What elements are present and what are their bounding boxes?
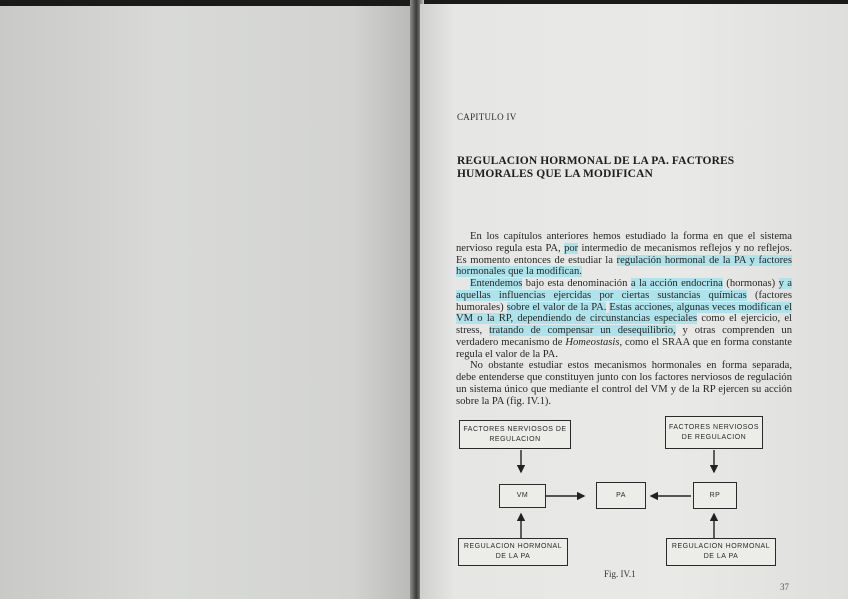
right-page [420,4,848,599]
box-hormonal-left: REGULACION HORMONAL DE LA PA [458,538,568,566]
paragraph-3: No obstante estudiar estos mecanismos hormonales en forma separada, debe entenderse que constituyen junto con los factores nerviosos de regulación un sistema único que mediante el control del VM y de la RP ejercen su acción sobre la PA (fig. IV.1). [456,360,792,407]
box-nervous-left: FACTORES NERVIOSOS DE REGULACION [459,420,571,449]
paragraph-1: En los capítulos anteriores hemos estudiado la forma en que el sistema nervioso regula esta PA, por intermedio de mecanismos reflejos y no reflejos. Es momento entonces de estudiar la regulación hormonal de la PA y factores hormonales que la modifican. [456,231,792,278]
highlight: a la acción endocrina [630,278,723,289]
paragraph-2: Entendemos bajo esta denominación a la acción endocrina (hormonas) y a aquellas influencias ejercidas por ciertas sustancias químicas (factores humorales) sobre el valor de la PA. Estas acciones, algunas veces modifican el VM o la RP, dependiendo de circunstancias especiales como el ejercicio, el stress, tratando de compensar un desequilibrio, y otras comprenden un verdadero mecanismo de Homeostasis, como el SRAA que en forma constante regula el valor de la PA. [456,278,793,360]
chapter-title: REGULACION HORMONAL DE LA PA. FACTORES HUMORALES QUE LA MODIFICAN [457,155,735,180]
highlight: sobre el valor de la PA. [506,301,607,313]
figure-diagram [456,412,801,582]
highlight: por [564,242,579,254]
body-text [456,231,792,407]
box-nervous-right: FACTORES NERVIOSOS DE REGULACION [665,416,763,449]
figure-caption: Fig. IV.1 [604,569,636,579]
highlight: Estas acciones, algunas veces modifican el VM o la RP, dependiendo de circunstancias especiales [456,301,793,325]
highlight: tratando de compensar un desequilibrio, [489,325,676,336]
highlight: Entendemos [470,278,523,289]
left-page [0,6,414,599]
highlight: y a aquellas influencias ejercidas por ciertas sustancias químicas [456,278,792,301]
box-rp: RP [693,482,737,509]
highlight: regulación hormonal de la PA y factores hormonales que la modifican. [456,254,792,278]
box-vm: VM [499,484,546,508]
box-hormonal-right: REGULACION HORMONAL DE LA PA [666,538,776,566]
box-pa: PA [596,482,646,509]
chapter-label: CAPITULO IV [457,112,517,122]
page-number: 37 [780,582,789,592]
